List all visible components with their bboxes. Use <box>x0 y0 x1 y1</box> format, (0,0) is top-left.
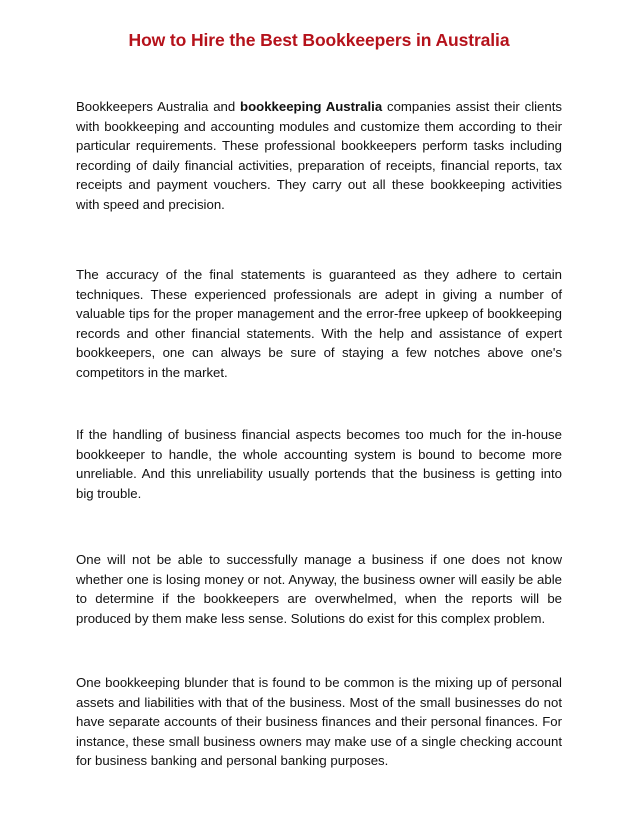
paragraph-1-rest: companies assist their clients with bookkeeping and accounting modules and customize them according to their particular requirements. These professional bookkeepers perform tasks including recording of daily financial activities, preparation of receipts, financial reports, tax receipts and payment vouchers. They carry out all these bookkeeping activities with speed and precision. <box>76 99 562 212</box>
page-title: How to Hire the Best Bookkeepers in Australia <box>128 30 510 50</box>
paragraph-3: If the handling of business financial aspects becomes too much for the in-house bookkeeper to handle, the whole accounting system is bound to become more unreliable. And this unreliability usually portends that the business is getting into big trouble. <box>76 427 562 501</box>
paragraph-5: One bookkeeping blunder that is found to be common is the mixing up of personal assets and liabilities with that of the business. Most of the small businesses do not have separate accounts of their business finances and their personal finances. For instance, these small business owners may make use of a single checking account for business banking and personal banking purposes. <box>76 675 562 769</box>
paragraph-4: One will not be able to successfully manage a business if one does not know whether one is losing money or not. Anyway, the business owner will easily be able to determine if the bookkeepers are overwhelmed, when the reports will be produced by them make less sense. Solutions do exist for this complex problem. <box>76 552 562 626</box>
paragraph-1-lead: Bookkeepers Australia and <box>76 99 241 114</box>
bold-keyword: bookkeeping Australia <box>240 99 383 114</box>
paragraph-2: The accuracy of the final statements is guaranteed as they adhere to certain techniques. These experienced professionals are adept in giving a number of valuable tips for the proper management and the error-free upkeep of bookkeeping records and other financial statements. With the help and assistance of expert bookkeepers, one can always be sure of staying a few notches above one's competitors in the market. <box>76 267 562 380</box>
paragraph-1 <box>76 97 562 215</box>
